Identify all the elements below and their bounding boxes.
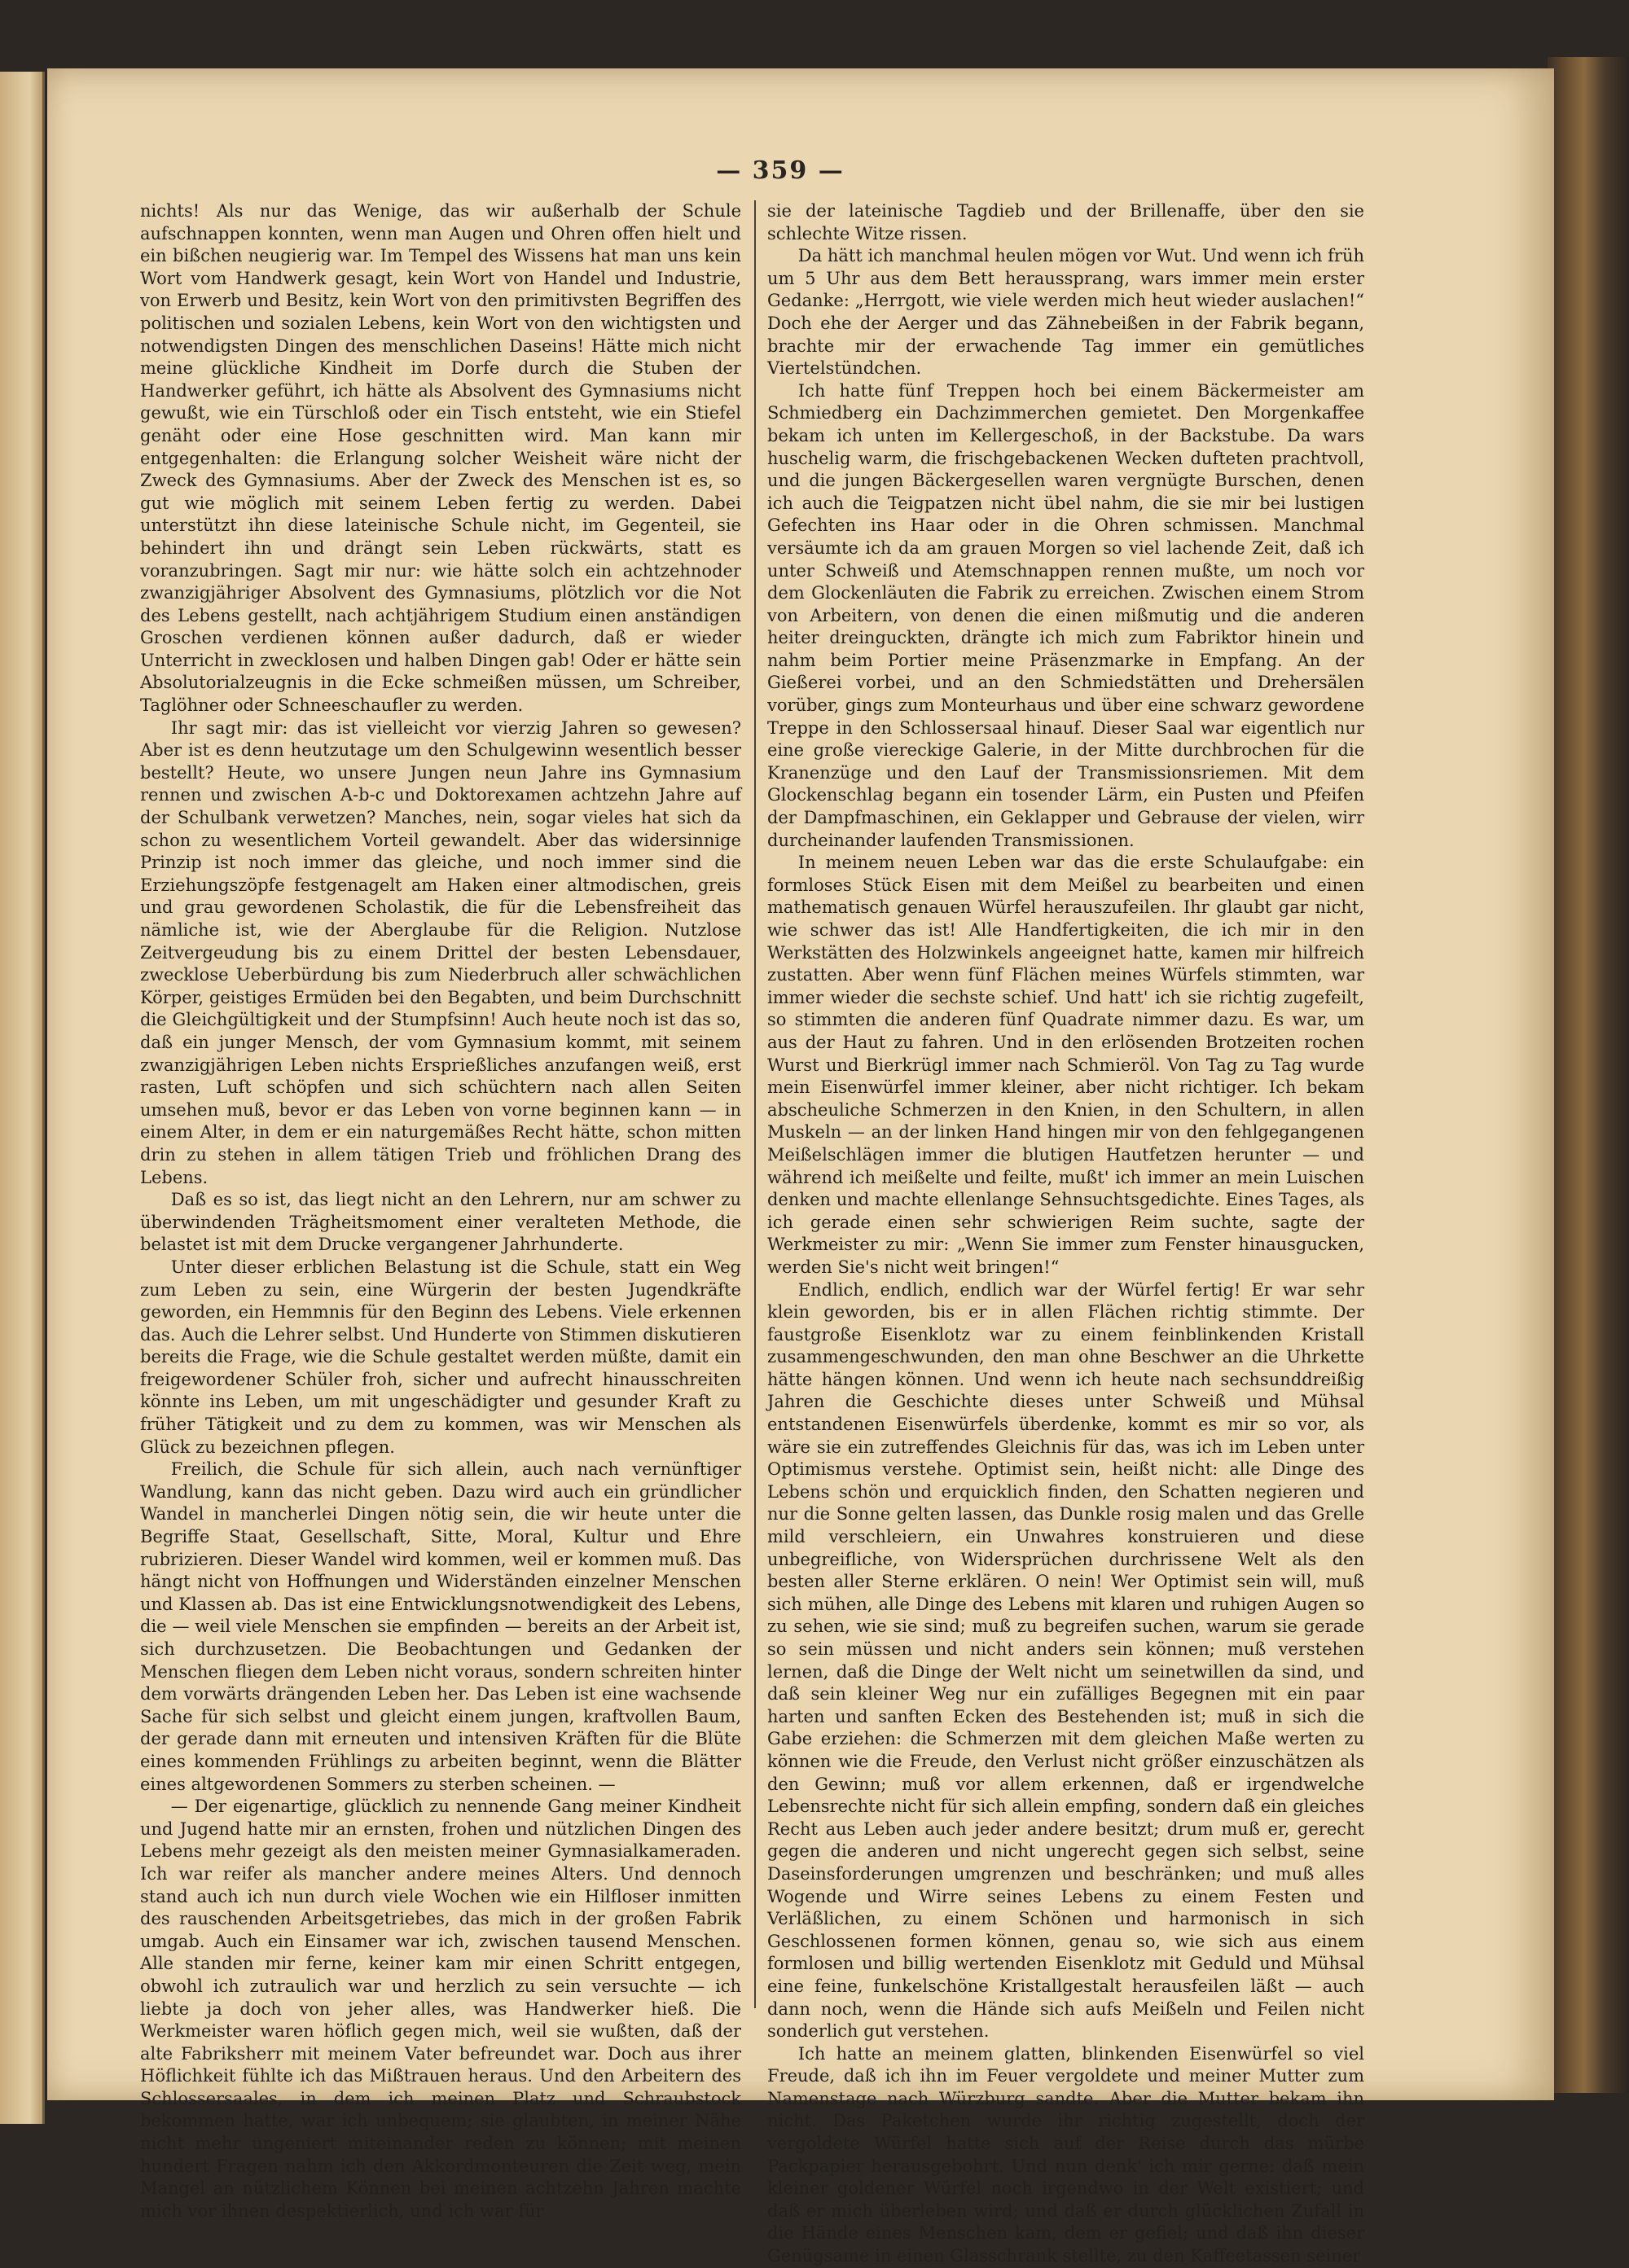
paragraph: sie der lateinische Tagdieb und der Brillenaffe, über den sie schlechte Witze rissen. bbox=[767, 201, 1364, 243]
paragraph: Daß es so ist, das liegt nicht an den Lehrern, nur am schwer zu überwindenden Trägheitsmoment einer veralteten Methode, die belastet ist mit dem Drucke vergangener Jahrhunderte. bbox=[140, 1190, 741, 1255]
paragraph: nichts! Als nur das Wenige, das wir außerhalb der Schule aufschnappen konnten, wenn man Augen und Ohren offen hielt und ein bißchen neugierig war. Im Tempel des Wissens hat man uns kein Wort vom Handwerk gesagt, kein Wort von Handel und Industrie, von Erwerb und Besitz, kein Wort von den primitivsten Begriffen des politischen und sozialen Lebens, kein Wort von den wichtigsten und notwendigsten Dingen des menschlichen Daseins! Hätte mich nicht meine glückliche Kindheit im Dorfe durch die Stuben der Handwerker geführt, ich hätte als Absolvent des Gymnasiums nicht gewußt, wie ein Türschloß oder ein Tisch entsteht, wie ein Stiefel genäht oder eine Hose geschnitten wird. Man kann mir entgegenhalten: die Erlangung solcher Weisheit wäre nicht der Zweck des Gymnasiums. Aber der Zweck des Menschen ist es, so gut wie möglich mit seinem Leben fertig zu werden. Dabei unterstützt ihn diese lateinische Schule nicht, im Gegenteil, sie behindert ihn und drängt sein Leben rückwärts, statt es voranzubringen. Sagt mir nur: wie hätte solch ein achtzehnoder zwanzigjähriger Absolvent des Gymnasiums, plötzlich vor die Not des Lebens gestellt, nach achtjährigem Studium einen anständigen Groschen verdienen können außer dadurch, daß er wieder Unterricht in zwecklosen und halben Dingen gab! Oder er hätte sein Absolutorialzeugnis in die Ecke schmeißen müssen, um Schreiber, Taglöhner oder Schneeschaufler zu werden. bbox=[140, 201, 741, 716]
paragraph: — Der eigenartige, glücklich zu nennende Gang meiner Kindheit und Jugend hatte mir an ernsten, frohen und nützlichen Dingen des Lebens mehr gezeigt als den meisten meiner Gymnasialkameraden. Ich war reifer als mancher andere meines Alters. Und dennoch stand auch ich nun durch viele Wochen wie ein Hilfloser inmitten des rauschenden Arbeitsgetriebes, das mich in der großen Fabrik umgab. Auch ein Einsamer war ich, zwischen tausend Menschen. Alle standen mir ferne, keiner kam mir einen Schritt entgegen, obwohl ich zutraulich war und herzlich zu sein versuchte — ich liebte ja doch von jeher alles, was Handwerker hieß. Die Werkmeister waren höflich gegen mich, weil sie wußten, daß der alte Fabriksherr mit meinem Vater befreundet war. Doch aus ihrer Höflichkeit fühlte ich das Mißtrauen heraus. Und den Arbeitern des Schlossersaales, in dem ich meinen Platz und Schraubstock bekommen hatte, war ich unbequem; sie glaubten, in meiner Nähe nicht mehr ungeniert miteinander reden zu können; mit meinen hundert Fragen nahm ich den Akkordmonteuren die Zeit weg, mein Mangel an nützlichem Können bei meinen achtzehn Jahren machte mich vor ihnen despektierlich, und ich war für bbox=[140, 1796, 741, 2221]
paragraph: Endlich, endlich, endlich war der Würfel fertig! Er war sehr klein geworden, bis er in allen Flächen richtig stimmte. Der faustgroße Eisenklotz war zu einem feinblinkenden Kristall zusammengeschwunden, den man ohne Beschwer an die Uhrkette hätte hängen können. Und wenn ich heute nach sechsunddreißig Jahren die Geschichte dieses unter Schweiß und Mühsal entstandenen Eisenwürfels überdenke, kommt es mir so vor, als wäre sie ein zutreffendes Gleichnis für das, was ich im Leben unter Optimismus verstehe. Optimist sein, heißt nicht: alle Dinge des Lebens schön und erquicklich finden, den Schatten negieren und nur die Sonne gelten lassen, das Dunkle rosig malen und das Grelle mild verschleiern, ein Unwahres konstruieren und diese unbegreifliche, von Widersprüchen durchrissene Welt als den besten aller Sterne erklären. O nein! Wer Optimist sein will, muß sich mühen, alle Dinge des Lebens mit klaren und ruhigen Augen so zu sehen, wie sie sind; muß zu begreifen suchen, warum sie gerade so sein müssen und nicht anders sein können; muß verstehen lernen, daß die Dinge der Welt nicht um seinetwillen da sind, und daß sein kleiner Weg nur ein zufälliges Begegnen mit ein paar harten und sanften Ecken des Bestehenden ist; muß in sich die Gabe erziehen: die Schmerzen mit dem gleichen Maße werten zu können wie die Freude, den Verlust nicht größer einzuschätzen als den Gewinn; muß vor allem erkennen, daß er irgendwelche Lebensrechte nicht für sich allein empfing, sondern daß ein gleiches Recht aus Leben auch jeder andere besitzt; drum muß er, gerecht gegen die anderen und nicht ungerecht gegen sich selbst, seine Daseinsforderungen umgrenzen und beschränken; und muß alles Wogende und Wirre seines Lebens zu einem Festen und Verläßlichen, zu einem Schönen und harmonisch in sich Geschlossenen formen können, genau so, wie sich aus einem formlosen und billig wertenden Eisenklotz mit Geduld und Mühsal eine feine, funkelschöne Kristallgestalt herausfeilen läßt — auch dann noch, wenn die Hände sich aufs Meißeln und Feilen nicht sonderlich gut verstehen. bbox=[767, 1279, 1364, 2042]
paragraph: Unter dieser erblichen Belastung ist die Schule, statt ein Weg zum Leben zu sein, eine Würgerin der besten Jugendkräfte geworden, ein Hemmnis für den Beginn des Lebens. Viele erkennen das. Auch die Lehrer selbst. Und Hunderte von Stimmen diskutieren bereits die Frage, wie die Schule gestaltet werden müßte, damit ein freigewordener Schüler froh, sicher und aufrecht hinausschreiten könnte ins Leben, um mit ungeschädigter und gesunder Kraft zu früher Tätigkeit und zu dem zu kommen, was wir Menschen als Glück zu bezeichnen pflegen. bbox=[140, 1257, 741, 1457]
paragraph: Freilich, die Schule für sich allein, auch nach vernünftiger Wandlung, kann das nicht geben. Dazu wird auch ein gründlicher Wandel in mancherlei Dingen nötig sein, die wir heute unter die Begriffe Staat, Gesellschaft, Sitte, Moral, Kultur und Ehre rubrizieren. Dieser Wandel wird kommen, weil er kommen muß. Das hängt nicht von Hoffnungen und Widerständen einzelner Menschen und Klassen ab. Das ist eine Entwicklungsnotwendigkeit des Lebens, die — weil viele Menschen sie empfinden — bereits an der Arbeit ist, sich durchzusetzen. Die Beobachtungen und Gedanken der Menschen fliegen dem Leben nicht voraus, sondern schreiten hinter dem vorwärts drängenden Leben her. Das Leben ist eine wachsende Sache für sich selbst und gleicht einem jungen, kraftvollen Baum, der gerade dann mit erneuten und intensiven Kräften für die Blüte eines kommenden Frühlings zu arbeiten beginnt, wenn die Blätter eines altgewordenen Sommers zu sterben scheinen. — bbox=[140, 1459, 741, 1794]
page-number: — 359 — bbox=[716, 156, 845, 185]
paragraph: In meinem neuen Leben war das die erste Schulaufgabe: ein formloses Stück Eisen mit dem Meißel zu bearbeiten und einen mathematisch genauen Würfel herauszufeilen. Ihr glaubt gar nicht, wie schwer das ist! Alle Handfertigkeiten, die ich mir in den Werkstätten des Holzwinkels angeeignet hatte, kamen mir hilfreich zustatten. Aber wenn fünf Flächen meines Würfels stimmten, war immer wieder die sechste schief. Und hatt' ich sie richtig zugefeilt, so stimmten die anderen fünf Quadrate nimmer dazu. Es war, um aus der Haut zu fahren. Und in den erlösenden Brotzeiten rochen Wurst und Bierkrügl immer nach Schmieröl. Von Tag zu Tag wurde mein Eisenwürfel immer kleiner, aber nicht richtiger. Ich bekam abscheuliche Schmerzen in den Knien, in den Schultern, in allen Muskeln — an der linken Hand hingen mir von den fehlgegangenen Meißelschlägen immer die blutigen Hautfetzen herunter — und während ich meißelte und feilte, mußt' ich immer an mein Luischen denken und machte ellenlange Sehnsuchtsgedichte. Eines Tages, als ich gerade einen sehr schwierigen Reim suchte, sagte der Werkmeister zu mir: „Wenn Sie immer zum Fenster hinausgucken, werden Sie's nicht weit bringen!“ bbox=[767, 853, 1364, 1277]
paragraph: Ich hatte an meinem glatten, blinkenden Eisenwürfel so viel Freude, daß ich ihn im Feuer vergoldete und meiner Mutter zum Namenstage nach Würzburg sandte. Aber die Mutter bekam ihn nicht. Das Paketchen wurde ihr richtig zugestellt, doch der vergoldete Würfel hatte sich auf der Reise durch das mürbe Packpapier herausgebohrt. Und nun denk' ich mir gerne: daß mein kleiner goldener Würfel noch irgendwo in der Welt existiert; und daß er mich überleben wird; und daß er durch glücklichen Zufall in die Hände eines Menschen kam, dem er gefiel; und daß ihn dieser Genügsame in einen Glasschrank stellte, zu den Kaffeetassen seiner bbox=[767, 2043, 1364, 2266]
previous-page-edge bbox=[0, 72, 45, 2124]
paragraph: Ihr sagt mir: das ist vielleicht vor vierzig Jahren so gewesen? Aber ist es denn heutzutage um den Schulgewinn wesentlich besser bestellt? Heute, wo unsere Jungen neun Jahre ins Gymnasium rennen und zwischen A-b-c und Doktorexamen achtzehn Jahre auf der Schulbank verwetzen? Manches, nein, sogar vieles hat sich da schon zu wesentlichem Vorteil gewandelt. Aber das widersinnige Prinzip ist noch immer das gleiche, und noch immer sind die Erziehungszöpfe festgenagelt am Haken einer altmodischen, greis und grau gewordenen Scholastik, die für die Lebensfreiheit das nämliche ist, wie der Aberglaube für die Religion. Nutzlose Zeitvergeudung bis zu einem Drittel der besten Lebensdauer, zwecklose Ueberbürdung bis zum Niederbruch aller schwächlichen Körper, geistiges Ermüden bei den Begabten, und beim Durchschnitt die Gleichgültigkeit und der Stumpfsinn! Auch heute noch ist das so, daß ein junger Mensch, der vom Gymnasium kommt, mit seinem zwanzigjährigen Leben nichts Ersprießliches anzufangen weiß, erst rasten, Luft schöpfen und sich schüchtern nach allen Seiten umsehen muß, bevor er das Leben von vorne beginnen kann — in einem Alter, in dem er ein naturgemäßes Recht hätte, schon mitten drin zu stehen in allem tätigen Trieb und fröhlichen Drang des Lebens. bbox=[140, 717, 741, 1187]
paragraph: Da hätt ich manchmal heulen mögen vor Wut. Und wenn ich früh um 5 Uhr aus dem Bett heraussprang, wars immer mein erster Gedanke: „Herrgott, wie viele werden mich heut wieder auslachen!“ Doch ehe der Aerger und das Zähnebeißen in der Fabrik begann, brachte mir der erwachende Tag immer ein gemütliches Viertelstündchen. bbox=[767, 246, 1364, 379]
text-column-right bbox=[767, 200, 1364, 2266]
paragraph: Ich hatte fünf Treppen hoch bei einem Bäckermeister am Schmiedberg ein Dachzimmerchen gemietet. Den Morgenkaffee bekam ich unten im Kellergeschoß, in der Backstube. Da wars huschelig warm, die frischgebackenen Wecken dufteten prachtvoll, und die jungen Bäckergesellen waren vergnügte Burschen, denen ich auch die Teigpatzen nicht übel nahm, die sie mir bei lustigen Gefechten ins Haar oder in die Ohren schmissen. Manchmal versäumte ich da am grauen Morgen so viel lachende Zeit, daß ich unter Schweiß und Atemschnappen rennen mußte, um noch vor dem Glockenläuten die Fabrik zu erreichen. Zwischen einem Strom von Arbeitern, von denen die einen mißmutig und die anderen heiter dreinguckten, drängte ich mich zum Fabriktor hinein und nahm beim Portier meine Präsenzmarke in Empfang. An der Gießerei vorbei, und an den Schmiedstätten und Drehersälen vorüber, gings zum Monteurhaus und über eine schwarz gewordene Treppe in den Schlossersaal hinauf. Dieser Saal war eigentlich nur eine große viereckige Galerie, in der Mitte durchbrochen für die Kranenzüge und den Lauf der Transmissionsriemen. Mit dem Glockenschlag begann ein tosender Lärm, ein Pusten und Pfeifen der Dampfmaschinen, ein Geklapper und Gebrause der vielen, wirr durcheinander laufenden Transmissionen. bbox=[767, 380, 1364, 850]
column-divider bbox=[754, 200, 756, 2008]
book-binding-edge bbox=[1548, 57, 1629, 2093]
text-column-left bbox=[140, 200, 741, 2221]
